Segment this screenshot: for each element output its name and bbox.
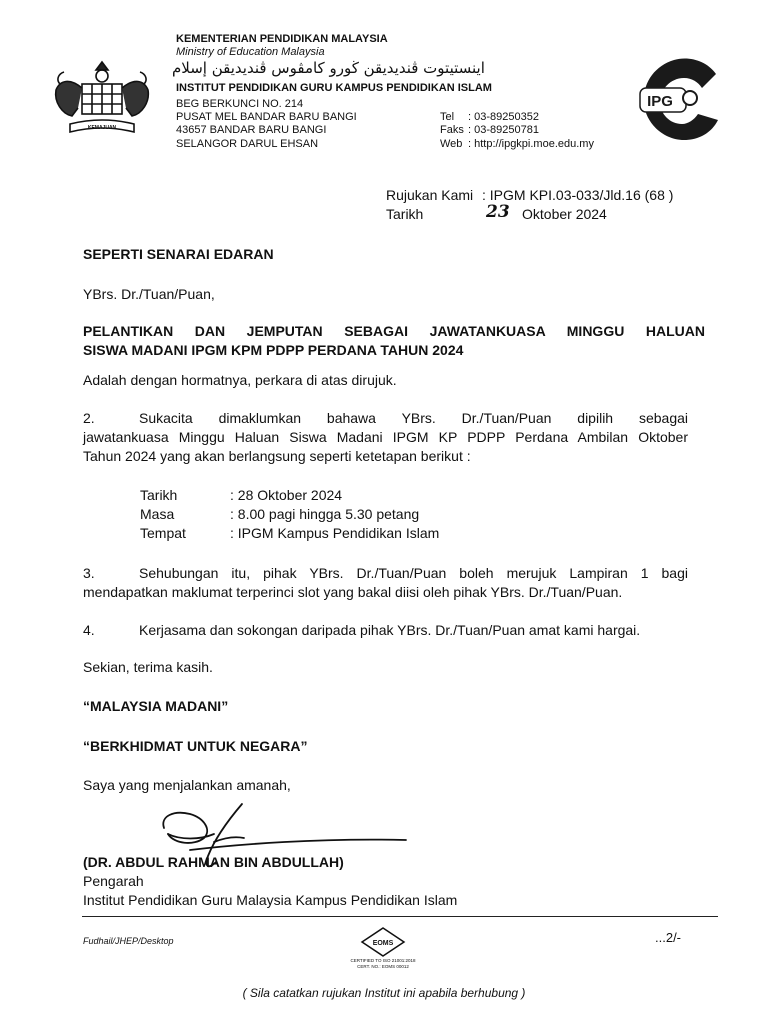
slogan: “BERKHIDMAT UNTUK NEGARA” xyxy=(83,738,308,754)
address-line: BEG BERKUNCI NO. 214 xyxy=(176,98,304,110)
fax-label: Faks xyxy=(440,124,464,136)
ministry-name-english: Ministry of Education Malaysia xyxy=(176,46,325,58)
subject-line: SISWA MADANI IPGM KPM PDPP PERDANA TAHUN 2024 xyxy=(83,342,464,358)
paragraph-3-line: mendapatkan maklumat terperinci slot yang bakal diisi oleh pihak YBrs. Dr./Tuan/Puan. xyxy=(83,584,623,600)
footer-divider xyxy=(82,916,718,917)
date-day-handwritten: 23 xyxy=(486,202,510,222)
svg-text:IPG: IPG xyxy=(647,93,673,110)
certification-text: CERT. NO.: EOMS 00012 xyxy=(357,964,409,969)
date-value: Oktober 2024 xyxy=(522,206,607,222)
institute-name: INSTITUT PENDIDIKAN GURU KAMPUS PENDIDIKAN ISLAM xyxy=(176,82,492,94)
subject-line: PELANTIKAN DAN JEMPUTAN SEBAGAI JAWATANKUASA MINGGU HALUAN xyxy=(83,323,705,339)
detail-value: : 28 Oktober 2024 xyxy=(230,487,343,503)
footer-note: ( Sila catatkan rujukan Institut ini apabila berhubung ) xyxy=(242,986,526,1000)
slogan: “MALAYSIA MADANI” xyxy=(83,698,229,714)
tel-value: : 03-89250352 xyxy=(468,111,539,123)
tel-label: Tel xyxy=(440,111,455,123)
fax-value: : 03-89250781 xyxy=(468,124,539,136)
address-line: PUSAT MEL BANDAR BARU BANGI xyxy=(176,111,357,123)
eoms-certification-icon xyxy=(358,926,408,958)
detail-label: Masa xyxy=(140,506,175,522)
signatory-title: Pengarah xyxy=(83,873,144,889)
paragraph-number: 4. xyxy=(83,622,95,638)
web-label: Web xyxy=(440,138,463,150)
detail-value: : 8.00 pagi hingga 5.30 petang xyxy=(230,506,420,522)
address-line: 43657 BANDAR BARU BANGI xyxy=(176,124,327,136)
paragraph-2-line: Tahun 2024 yang akan berlangsung seperti ketetapan berikut : xyxy=(83,448,471,464)
address-line: SELANGOR DARUL EHSAN xyxy=(176,138,319,150)
certification-text: CERTIFIED TO ISO 21001:2018 xyxy=(350,958,416,963)
paragraph-number: 3. xyxy=(83,565,95,581)
signatory-name: (DR. ABDUL RAHMAN BIN ABDULLAH) xyxy=(83,854,344,870)
detail-label: Tempat xyxy=(140,525,186,541)
detail-value: : IPGM Kampus Pendidikan Islam xyxy=(230,525,440,541)
detail-label: Tarikh xyxy=(140,487,178,503)
svg-text:EOMS: EOMS xyxy=(372,940,394,947)
intro-paragraph: Adalah dengan hormatnya, perkara di atas dirujuk. xyxy=(83,372,397,388)
malaysia-coat-of-arms-icon xyxy=(48,58,156,138)
date-label: Tarikh xyxy=(386,206,424,222)
paragraph-4-line: Kerjasama dan sokongan daripada pihak YBrs. Dr./Tuan/Puan amat kami hargai. xyxy=(139,622,641,638)
jawi-institute-name: اينستيتوت ڤنديديقن ڬورو كامڤوس ڤنديديقن إسلام xyxy=(172,59,485,77)
page-marker: ...2/- xyxy=(655,930,682,945)
reference-label: Rujukan Kami xyxy=(386,187,474,203)
reference-value: : IPGM KPI.03-033/Jld.16 (68 ) xyxy=(482,187,674,203)
ipg-logo-icon xyxy=(636,54,722,144)
paragraph-2-line: jawatankuasa Minggu Haluan Siswa Madani IPGM KP PDPP Perdana Ambilan Oktober xyxy=(83,429,688,445)
svg-text:KEMAJUAN: KEMAJUAN xyxy=(87,125,117,131)
file-reference: Fudhail/JHEP/Desktop xyxy=(83,936,174,946)
signatory-organization: Institut Pendidikan Guru Malaysia Kampus Pendidikan Islam xyxy=(83,892,458,908)
paragraph-2-line: Sukacita dimaklumkan bahawa YBrs. Dr./Tuan/Puan dipilih sebagai xyxy=(139,410,688,426)
salutation: YBrs. Dr./Tuan/Puan, xyxy=(83,286,215,302)
web-link[interactable]: : http://ipgkpi.moe.edu.my xyxy=(468,138,594,150)
ministry-name: KEMENTERIAN PENDIDIKAN MALAYSIA xyxy=(176,33,388,45)
sign-off: Saya yang menjalankan amanah, xyxy=(83,777,291,793)
closing: Sekian, terima kasih. xyxy=(83,659,213,675)
paragraph-number: 2. xyxy=(83,410,95,426)
recipient: SEPERTI SENARAI EDARAN xyxy=(83,246,274,262)
paragraph-3-line: Sehubungan itu, pihak YBrs. Dr./Tuan/Puan boleh merujuk Lampiran 1 bagi xyxy=(139,565,688,581)
